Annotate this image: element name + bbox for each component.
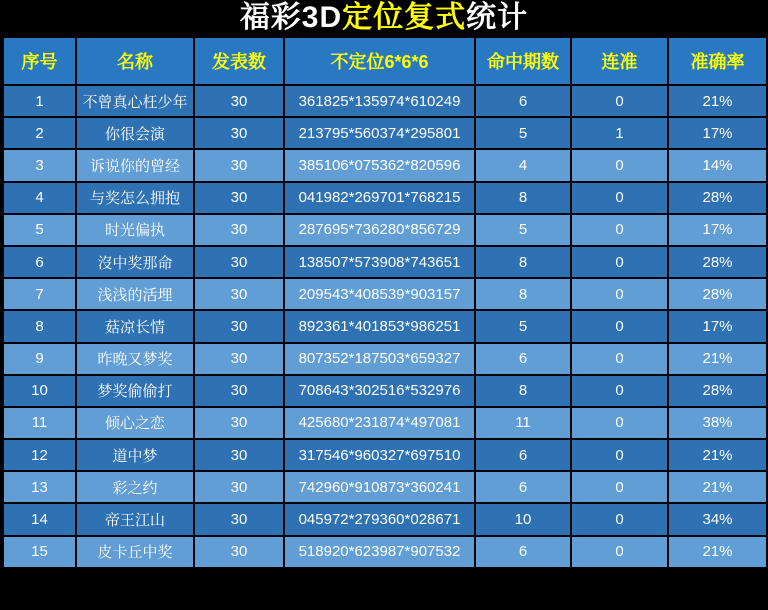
cell-no: 5	[3, 214, 76, 246]
cell-streak: 0	[571, 278, 668, 310]
cell-hits: 11	[475, 407, 571, 439]
page-title-highlight: 定位复式	[342, 1, 467, 34]
cell-accuracy: 28%	[668, 246, 767, 278]
cell-streak: 0	[571, 182, 668, 214]
cell-accuracy: 38%	[668, 407, 767, 439]
cell-accuracy: 21%	[668, 439, 767, 471]
cell-no: 3	[3, 149, 76, 181]
header-row	[3, 37, 767, 85]
cell-numbers: 892361*401853*986251	[284, 310, 475, 342]
cell-streak: 0	[571, 149, 668, 181]
cell-no: 2	[3, 117, 76, 149]
cell-streak: 0	[571, 407, 668, 439]
cell-accuracy: 21%	[668, 536, 767, 568]
table-row	[3, 149, 767, 181]
cell-hits: 6	[475, 471, 571, 503]
cell-streak: 0	[571, 214, 668, 246]
column-header-hits: 命中期数	[475, 37, 571, 85]
cell-numbers: 742960*910873*360241	[284, 471, 475, 503]
cell-accuracy: 17%	[668, 310, 767, 342]
cell-numbers: 425680*231874*497081	[284, 407, 475, 439]
column-header-no: 序号	[3, 37, 76, 85]
cell-no: 9	[3, 343, 76, 375]
page-title	[0, 0, 768, 36]
cell-numbers: 041982*269701*768215	[284, 182, 475, 214]
cell-no: 13	[3, 471, 76, 503]
table-row	[3, 375, 767, 407]
cell-name: 不曾真心枉少年	[76, 85, 194, 117]
cell-streak: 0	[571, 471, 668, 503]
cell-no: 4	[3, 182, 76, 214]
cell-name: 道中梦	[76, 439, 194, 471]
page-title-suffix: 统计	[466, 1, 529, 34]
cell-name: 帝王江山	[76, 503, 194, 535]
cell-hits: 8	[475, 375, 571, 407]
cell-no: 10	[3, 375, 76, 407]
cell-name: 与奖怎么拥抱	[76, 182, 194, 214]
table-row	[3, 85, 767, 117]
table-row	[3, 407, 767, 439]
cell-no: 8	[3, 310, 76, 342]
cell-hits: 8	[475, 246, 571, 278]
cell-accuracy: 21%	[668, 85, 767, 117]
table-row	[3, 536, 767, 568]
cell-numbers: 213795*560374*295801	[284, 117, 475, 149]
cell-numbers: 209543*408539*903157	[284, 278, 475, 310]
cell-accuracy: 14%	[668, 149, 767, 181]
cell-accuracy: 28%	[668, 375, 767, 407]
cell-name: 浅浅的活埋	[76, 278, 194, 310]
cell-name: 菇凉长情	[76, 310, 194, 342]
cell-numbers: 708643*302516*532976	[284, 375, 475, 407]
cell-streak: 0	[571, 375, 668, 407]
cell-no: 7	[3, 278, 76, 310]
cell-published: 30	[194, 343, 284, 375]
table-row	[3, 471, 767, 503]
cell-hits: 5	[475, 214, 571, 246]
cell-streak: 0	[571, 85, 668, 117]
cell-published: 30	[194, 278, 284, 310]
cell-accuracy: 28%	[668, 278, 767, 310]
cell-hits: 5	[475, 310, 571, 342]
cell-published: 30	[194, 407, 284, 439]
cell-hits: 6	[475, 343, 571, 375]
cell-no: 14	[3, 503, 76, 535]
cell-accuracy: 28%	[668, 182, 767, 214]
cell-streak: 0	[571, 503, 668, 535]
cell-published: 30	[194, 536, 284, 568]
cell-name: 沒中奖那命	[76, 246, 194, 278]
column-header-name: 名称	[76, 37, 194, 85]
cell-accuracy: 17%	[668, 117, 767, 149]
cell-streak: 0	[571, 310, 668, 342]
cell-hits: 6	[475, 439, 571, 471]
cell-published: 30	[194, 182, 284, 214]
cell-no: 15	[3, 536, 76, 568]
cell-accuracy: 21%	[668, 471, 767, 503]
cell-name: 时光偏执	[76, 214, 194, 246]
cell-numbers: 807352*187503*659327	[284, 343, 475, 375]
cell-accuracy: 21%	[668, 343, 767, 375]
cell-published: 30	[194, 214, 284, 246]
table-row	[3, 278, 767, 310]
stats-table	[2, 36, 768, 569]
cell-name: 诉说你的曾经	[76, 149, 194, 181]
cell-hits: 8	[475, 278, 571, 310]
cell-name: 你很会演	[76, 117, 194, 149]
column-header-published: 发表数	[194, 37, 284, 85]
cell-name: 皮卡丘中奖	[76, 536, 194, 568]
table-row	[3, 439, 767, 471]
cell-published: 30	[194, 246, 284, 278]
cell-hits: 5	[475, 117, 571, 149]
cell-streak: 1	[571, 117, 668, 149]
cell-no: 6	[3, 246, 76, 278]
cell-published: 30	[194, 310, 284, 342]
cell-no: 12	[3, 439, 76, 471]
cell-published: 30	[194, 439, 284, 471]
cell-name: 昨晚又梦奖	[76, 343, 194, 375]
table-row	[3, 310, 767, 342]
cell-no: 1	[3, 85, 76, 117]
cell-no: 11	[3, 407, 76, 439]
cell-published: 30	[194, 149, 284, 181]
table-row	[3, 214, 767, 246]
cell-hits: 4	[475, 149, 571, 181]
cell-numbers: 045972*279360*028671	[284, 503, 475, 535]
cell-hits: 6	[475, 536, 571, 568]
cell-published: 30	[194, 503, 284, 535]
table-row	[3, 503, 767, 535]
cell-numbers: 518920*623987*907532	[284, 536, 475, 568]
cell-numbers: 317546*960327*697510	[284, 439, 475, 471]
cell-streak: 0	[571, 246, 668, 278]
cell-name: 彩之约	[76, 471, 194, 503]
table-row	[3, 246, 767, 278]
cell-hits: 10	[475, 503, 571, 535]
cell-accuracy: 17%	[668, 214, 767, 246]
cell-published: 30	[194, 85, 284, 117]
table-row	[3, 117, 767, 149]
cell-published: 30	[194, 471, 284, 503]
cell-name: 梦奖偷偷打	[76, 375, 194, 407]
cell-hits: 6	[475, 85, 571, 117]
cell-streak: 0	[571, 343, 668, 375]
column-header-accuracy: 准确率	[668, 37, 767, 85]
cell-accuracy: 34%	[668, 503, 767, 535]
cell-numbers: 361825*135974*610249	[284, 85, 475, 117]
table-body	[3, 85, 767, 568]
cell-numbers: 385106*075362*820596	[284, 149, 475, 181]
cell-streak: 0	[571, 536, 668, 568]
column-header-streak: 连准	[571, 37, 668, 85]
cell-hits: 8	[475, 182, 571, 214]
cell-published: 30	[194, 117, 284, 149]
column-header-numbers: 不定位6*6*6	[284, 37, 475, 85]
table-row	[3, 182, 767, 214]
table-row	[3, 343, 767, 375]
cell-published: 30	[194, 375, 284, 407]
page-title-prefix: 福彩3D	[239, 1, 343, 34]
cell-numbers: 138507*573908*743651	[284, 246, 475, 278]
cell-numbers: 287695*736280*856729	[284, 214, 475, 246]
cell-name: 倾心之恋	[76, 407, 194, 439]
cell-streak: 0	[571, 439, 668, 471]
